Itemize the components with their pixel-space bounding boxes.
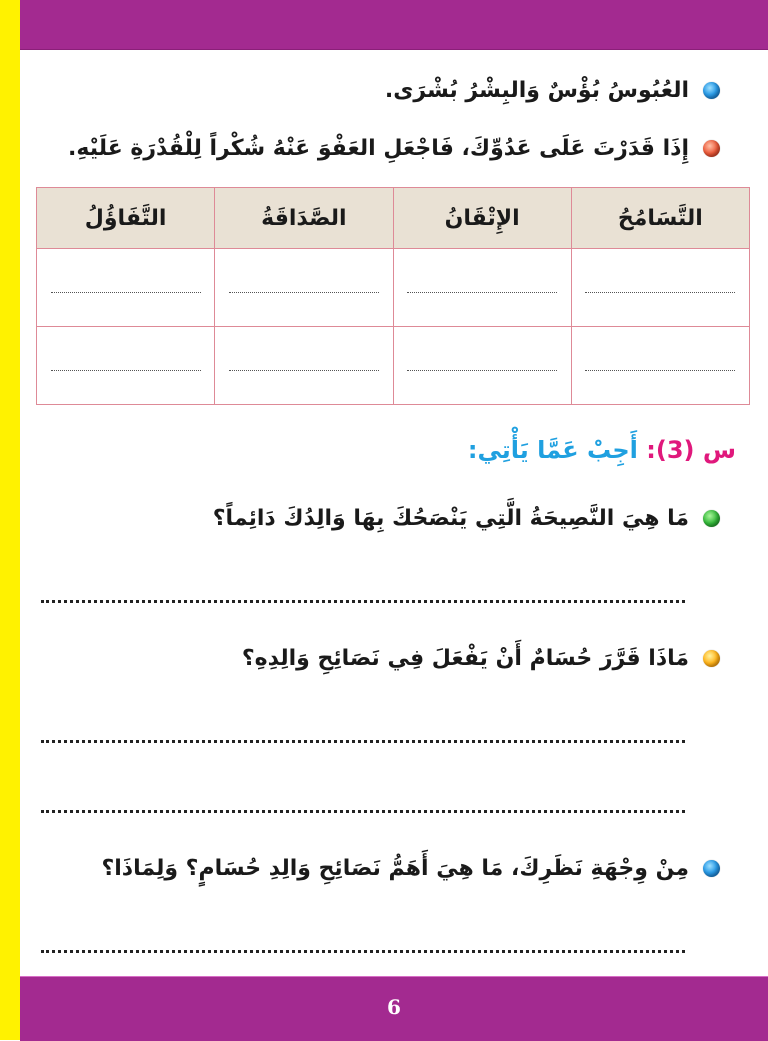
dotted-answer-line <box>407 369 557 371</box>
answer-cell[interactable] <box>215 327 393 405</box>
footer-band <box>20 976 768 1041</box>
question-text: مَا هِيَ النَّصِيحَةُ الَّتِي يَنْصَحُكَ بِهَا وَالِدُكَ دَائِماً؟ <box>212 506 689 531</box>
question-text: مَاذَا قَرَّرَ حُسَامٌ أَنْ يَفْعَلَ فِي نَصَائِحِ وَالِدِهِ؟ <box>241 646 689 671</box>
proverb-text: العُبُوسُ بُؤْسٌ وَالبِشْرُ بُشْرَى. <box>384 78 689 103</box>
green-ball-icon <box>703 510 720 527</box>
proverb-text: إِذَا قَدَرْتَ عَلَى عَدُوِّكَ، فَاجْعَلِ العَفْوَ عَنْهُ شُكْراً لِلْقُدْرَةِ عَلَيْهِ. <box>68 136 689 161</box>
proverb-1 <box>385 78 720 103</box>
proverb-2 <box>68 136 720 161</box>
question-3 <box>101 856 720 881</box>
dotted-answer-line <box>407 291 557 293</box>
header-optimism: التَّفَاؤُلُ <box>37 188 215 249</box>
red-ball-icon <box>703 140 720 157</box>
answer-cell[interactable] <box>393 327 571 405</box>
answer-line-q3[interactable] <box>41 950 685 953</box>
answer-cell[interactable] <box>571 249 749 327</box>
dotted-answer-line <box>585 369 735 371</box>
blue-ball-icon <box>703 82 720 99</box>
dotted-answer-line <box>51 291 201 293</box>
answer-cell[interactable] <box>393 249 571 327</box>
blue-ball-icon <box>703 860 720 877</box>
table-header-row <box>37 188 750 249</box>
side-color-strip <box>0 0 20 1040</box>
header-friendship: الصَّدَاقَةُ <box>215 188 393 249</box>
question-heading <box>468 436 736 464</box>
dotted-answer-line <box>229 369 379 371</box>
answer-cell[interactable] <box>37 327 215 405</box>
table-row <box>37 327 750 405</box>
page-number: 6 <box>387 995 401 1019</box>
answer-line-q2-2[interactable] <box>41 810 685 813</box>
question-2 <box>242 646 720 671</box>
question-instruction: أَجِبْ عَمَّا يَأْتِي: <box>467 436 638 464</box>
answer-cell[interactable] <box>571 327 749 405</box>
answer-cell[interactable] <box>215 249 393 327</box>
answer-line-q2-1[interactable] <box>41 740 685 743</box>
answer-cell[interactable] <box>37 249 215 327</box>
table-row <box>37 249 750 327</box>
dotted-answer-line <box>51 369 201 371</box>
orange-ball-icon <box>703 650 720 667</box>
header-mastery: الإِتْقَانُ <box>393 188 571 249</box>
header-tolerance: التَّسَامُحُ <box>571 188 749 249</box>
answer-line-q1[interactable] <box>41 600 685 603</box>
dotted-answer-line <box>229 291 379 293</box>
header-band <box>20 0 768 50</box>
question-text: مِنْ وِجْهَةِ نَظَرِكَ، مَا هِيَ أَهَمُّ نَصَائِحِ وَالِدِ حُسَامٍ؟ وَلِمَاذَا؟ <box>101 856 689 881</box>
dotted-answer-line <box>585 291 735 293</box>
question-number: س (3): <box>646 436 736 464</box>
values-table <box>36 187 750 405</box>
question-1 <box>213 506 720 531</box>
